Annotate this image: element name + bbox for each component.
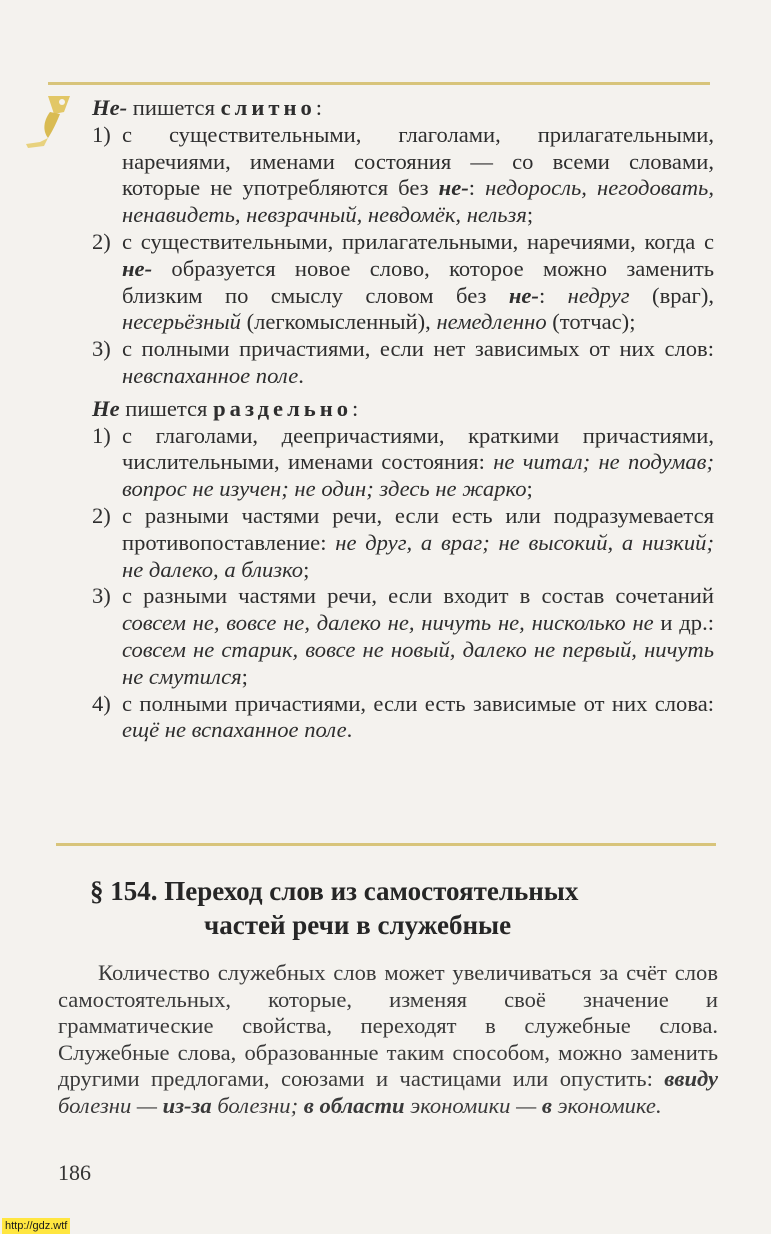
watermark-link[interactable]: http://gdz.wtf <box>2 1218 70 1234</box>
rule-item: 3) с разными частями речи, если входит в состав сочетаний совсем не, вовсе не, далеко не, ничуть не, нисколько не и др.: совсем не старик, вовсе не новый, далеко не первый, ничуть не смутился; <box>92 583 714 689</box>
rule-item: 4) с полными причастиями, если есть зависимые от них слова: ещё не вспаханное поле. <box>92 690 714 743</box>
section-title: § 154. Переход слов из самостоятельных частей речи в служебные <box>90 876 579 940</box>
rule-item: 1) с глаголами, деепричастиями, краткими причастиями, числительными, именами состояния: не читал; не подумав; вопрос не изучен; не один; здесь не жарко; <box>92 422 714 502</box>
rule-item: 2) с разными частями речи, если есть или подразумевается противопоставление: не друг, а враг; не высокий, а низкий; не далеко, а близко; <box>92 502 714 582</box>
section-paragraph: Количество служебных слов может увеличиваться за счёт слов самостоятельных, которые, изменяя своё значение и грамматические свойства, переходят в служебные слова. Служебные слова, образованные таким способом, можно заменить другими предлогами, союзами и частицами или опустить: ввиду болезни — из-за болезни; в области экономики — в экономике. <box>58 960 718 1118</box>
page-number: 186 <box>58 1160 91 1185</box>
bottom-divider <box>56 843 716 846</box>
rule-item: 1) с существительными, глаголами, прилагательными, наречиями, именами состояния — со всеми словами, которые не употребляются без не-: недоросль, негодовать, ненавидеть, невзрачный, невдомёк, нельзя; <box>92 121 714 228</box>
top-divider <box>48 82 710 85</box>
spelling-rules-box <box>92 95 714 744</box>
rule-heading-separately: Не пишется раздельно: <box>92 395 359 421</box>
rule-item: 2) с существительными, прилагательными, наречиями, когда с не- образуется новое слово, которое можно заменить близким по смыслу словом без не-: недруг (враг), несерьёзный (легкомысленный), немедленно (тотчас); <box>92 228 714 335</box>
quill-icon <box>26 92 78 154</box>
rule-heading-together: Не- пишется слитно: <box>92 95 323 120</box>
rule-item: 3) с полными причастиями, если нет зависимых от них слов: невспаханное поле. <box>92 336 714 388</box>
